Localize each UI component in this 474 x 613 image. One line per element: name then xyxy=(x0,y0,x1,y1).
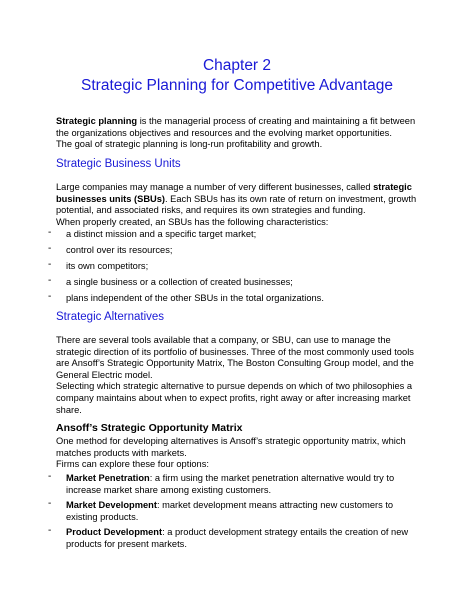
sbu-para-a: Large companies may manage a number of very different businesses, called xyxy=(56,182,374,192)
ansoff-paragraph xyxy=(56,436,422,471)
sbu-paragraph xyxy=(56,182,422,228)
list-item: - Market Development: market development means attracting new customers to existing products. xyxy=(48,498,394,522)
sbu-characteristics-list xyxy=(46,229,422,305)
list-item: - a distinct mission and a specific target market; xyxy=(48,227,257,239)
ansoff-heading: Ansoff’s Strategic Opportunity Matrix xyxy=(56,422,243,434)
sbu-lead: When properly created, an SBUs has the following characteristics: xyxy=(56,216,329,227)
list-item: - plans independent of the other SBUs in the total organizations. xyxy=(48,291,324,304)
alternatives-paragraph xyxy=(56,335,422,416)
dash-marker: - xyxy=(48,275,52,287)
dash-marker: - xyxy=(48,291,52,303)
dash-marker: - xyxy=(48,471,52,482)
list-item: - its own competitors; xyxy=(48,259,149,272)
list-item: - Market Penetration: a firm using the market penetration alternative would try to increase market share among existing customers. xyxy=(48,471,395,495)
dash-marker: - xyxy=(48,525,52,537)
intro-definition: is the managerial process of creating and maintaining a fit between the organizations objectives and resources and the evolving market opportunities. xyxy=(56,116,416,138)
alternatives-para-2: Selecting which strategic alternative to pursue depends on which of two philosophies a company maintains about when to expect profits, right away or after increasing market share. xyxy=(56,381,413,415)
dash-marker: - xyxy=(48,259,52,271)
ansoff-para-2: Firms can explore these four options: xyxy=(56,459,209,470)
intro-paragraph xyxy=(56,116,422,151)
list-item: - Product Development: a product development strategy entails the creation of new products for present markets. xyxy=(48,525,409,549)
intro-goal: The goal of strategic planning is long-run profitability and growth. xyxy=(56,139,323,150)
chapter-subtitle: Strategic Planning for Competitive Advantage xyxy=(81,77,393,94)
dash-marker: - xyxy=(48,227,52,238)
dash-marker: - xyxy=(48,243,52,255)
list-item: - a single business or a collection of created businesses; xyxy=(48,275,293,288)
alternatives-heading: Strategic Alternatives xyxy=(56,311,165,323)
alternatives-para-1: There are several tools available that a company, or SBU, can use to manage the strategic direction of its portfolio of businesses. Three of the most commonly used tools are Ansoff’s Strategic Opportunity Matrix, The Boston Consulting Group model, and the General Electric model. xyxy=(56,335,414,380)
chapter-title: Chapter 2 xyxy=(202,57,272,74)
ansoff-para-1: One method for developing alternatives is Ansoff’s strategic opportunity matrix, which matches products with markets. xyxy=(56,436,406,458)
dash-marker: - xyxy=(48,498,52,510)
list-item: - control over its resources; xyxy=(48,243,173,256)
sbu-heading: Strategic Business Units xyxy=(56,158,181,170)
ansoff-options-list xyxy=(46,473,422,551)
sbu-term: strategic businesses units (SBUs) xyxy=(56,182,412,204)
sbu-para-b: . Each SBUs has its own rate of return on investment, growth potential, and associated risks, and requires its own strategies and funding. xyxy=(56,193,417,216)
intro-term: Strategic planning xyxy=(56,116,138,126)
